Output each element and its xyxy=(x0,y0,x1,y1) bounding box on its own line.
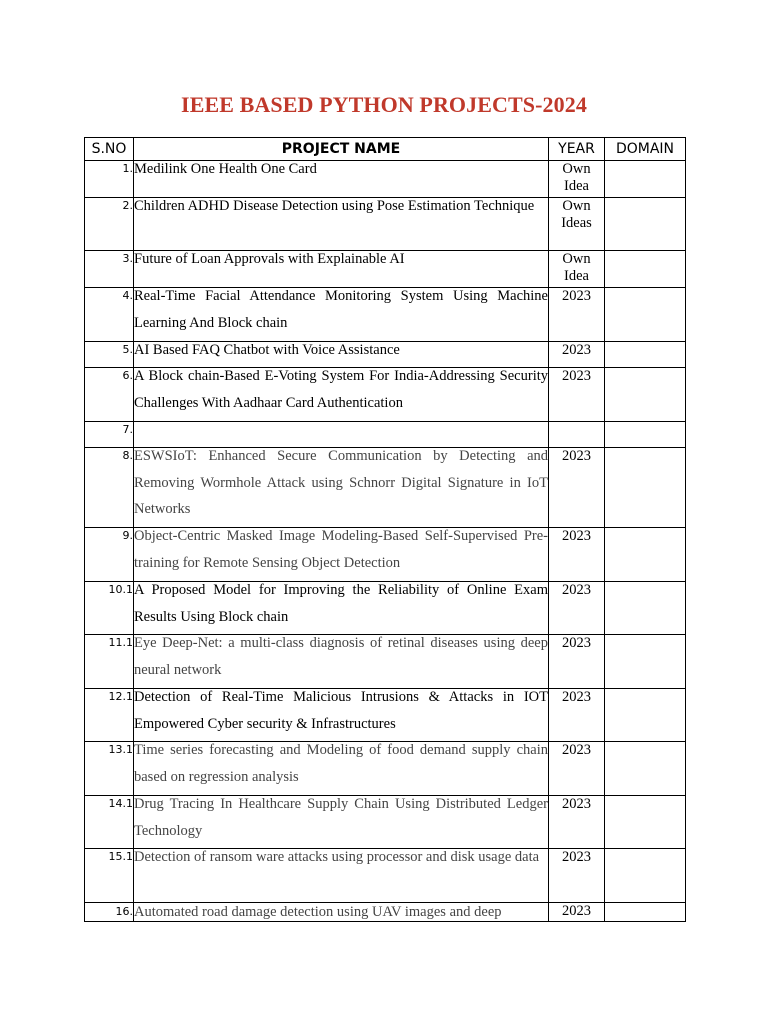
row-sno: 6. xyxy=(85,368,134,422)
row-domain xyxy=(605,689,686,742)
row-domain xyxy=(605,161,686,198)
row-project-name: ESWSIoT: Enhanced Secure Communication by Detecting and Removing Wormhole Attack using Schnorr Digital Signature in IoT Networks xyxy=(134,448,549,528)
row-sno: 8. xyxy=(85,448,134,528)
row-year: 2023 xyxy=(549,689,605,742)
row-year: 2023 xyxy=(549,903,605,922)
table-row xyxy=(85,903,686,922)
row-domain xyxy=(605,342,686,368)
row-year: 2023 xyxy=(549,796,605,849)
row-project-name: Object-Centric Masked Image Modeling-Based Self-Supervised Pre-training for Remote Sensing Object Detection xyxy=(134,528,549,582)
row-sno: 7. xyxy=(85,422,134,448)
row-domain xyxy=(605,796,686,849)
row-domain xyxy=(605,582,686,635)
table-row xyxy=(85,251,686,288)
row-project-name: Detection of Real-Time Malicious Intrusions & Attacks in IOT Empowered Cyber security & Infrastructures xyxy=(134,689,549,742)
row-year: 2023 xyxy=(549,582,605,635)
row-project-name: A Block chain-Based E-Voting System For India-Addressing Security Challenges With Aadhaar Card Authentication xyxy=(134,368,549,422)
row-project-name: Eye Deep-Net: a multi-class diagnosis of retinal diseases using deep neural network xyxy=(134,635,549,689)
table-row xyxy=(85,689,686,742)
row-year: 2023 xyxy=(549,448,605,528)
table-row xyxy=(85,528,686,582)
table-row xyxy=(85,368,686,422)
row-year: 2023 xyxy=(549,288,605,342)
row-domain xyxy=(605,198,686,251)
row-sno: 4. xyxy=(85,288,134,342)
header-project-name: PROJECT NAME xyxy=(134,138,549,161)
row-project-name: AI Based FAQ Chatbot with Voice Assistance xyxy=(134,342,549,368)
row-year: 2023 xyxy=(549,635,605,689)
projects-table xyxy=(84,137,686,922)
header-year: YEAR xyxy=(549,138,605,161)
row-project-name: A Proposed Model for Improving the Reliability of Online Exam Results Using Block chain xyxy=(134,582,549,635)
row-project-name: Future of Loan Approvals with Explainable AI xyxy=(134,251,549,288)
row-year: 2023 xyxy=(549,849,605,903)
row-sno: 13.1 xyxy=(85,742,134,796)
row-sno: 9. xyxy=(85,528,134,582)
table-row xyxy=(85,742,686,796)
row-domain xyxy=(605,635,686,689)
row-domain xyxy=(605,368,686,422)
row-sno: 14.1 xyxy=(85,796,134,849)
row-project-name: Automated road damage detection using UAV images and deep xyxy=(134,903,549,922)
row-domain xyxy=(605,448,686,528)
table-row xyxy=(85,198,686,251)
row-project-name: Children ADHD Disease Detection using Pose Estimation Technique xyxy=(134,198,549,251)
row-domain xyxy=(605,288,686,342)
row-project-name: Drug Tracing In Healthcare Supply Chain Using Distributed Ledger Technology xyxy=(134,796,549,849)
row-project-name: Real-Time Facial Attendance Monitoring System Using Machine Learning And Block chain xyxy=(134,288,549,342)
table-row xyxy=(85,288,686,342)
row-year: 2023 xyxy=(549,342,605,368)
table-row xyxy=(85,796,686,849)
row-sno: 12.1 xyxy=(85,689,134,742)
row-domain xyxy=(605,422,686,448)
row-sno: 2. xyxy=(85,198,134,251)
row-sno: 10.1 xyxy=(85,582,134,635)
row-domain xyxy=(605,528,686,582)
row-domain xyxy=(605,903,686,922)
table-row xyxy=(85,161,686,198)
row-year: Own Idea xyxy=(549,161,605,198)
row-year xyxy=(549,422,605,448)
row-sno: 15.1 xyxy=(85,849,134,903)
table-row xyxy=(85,849,686,903)
row-year: 2023 xyxy=(549,368,605,422)
table-row xyxy=(85,448,686,528)
row-sno: 3. xyxy=(85,251,134,288)
row-sno: 16. xyxy=(85,903,134,922)
row-year: Own Ideas xyxy=(549,198,605,251)
row-domain xyxy=(605,251,686,288)
table-row xyxy=(85,635,686,689)
row-project-name: Detection of ransom ware attacks using processor and disk usage data xyxy=(134,849,549,903)
header-sno: S.NO xyxy=(85,138,134,161)
row-sno: 1. xyxy=(85,161,134,198)
row-domain xyxy=(605,849,686,903)
page-title: IEEE BASED PYTHON PROJECTS-2024 xyxy=(181,92,587,117)
row-year: 2023 xyxy=(549,742,605,796)
row-project-name: Time series forecasting and Modeling of food demand supply chain based on regression analysis xyxy=(134,742,549,796)
row-sno: 11.1 xyxy=(85,635,134,689)
row-sno: 5. xyxy=(85,342,134,368)
row-year: 2023 xyxy=(549,528,605,582)
header-domain: DOMAIN xyxy=(605,138,686,161)
row-year: Own Idea xyxy=(549,251,605,288)
row-domain xyxy=(605,742,686,796)
table-row xyxy=(85,582,686,635)
row-project-name: Medilink One Health One Card xyxy=(134,161,549,198)
